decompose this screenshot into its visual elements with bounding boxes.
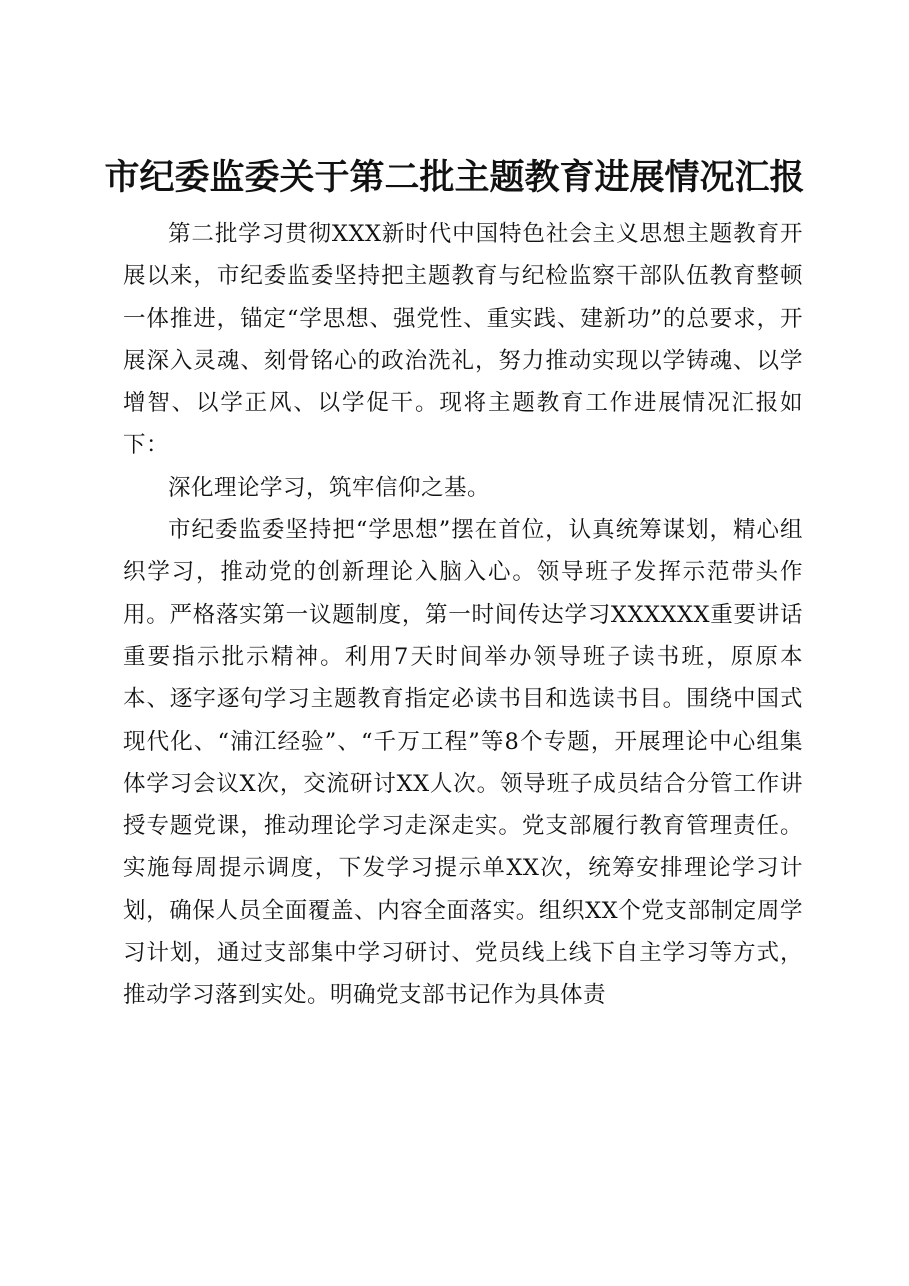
intro-paragraph: 第二批学习贯彻XXX新时代中国特色社会主义思想主题教育开展以来，市纪委监委坚持把主题教育与纪检监察干部队伍教育整顿一体推进，锚定“学思想、强党性、重实践、建新功”的总要求，开展深入灵魂、刻骨铭心的政治洗礼，努力推动实现以学铸魂、以学增智、以学正风、以学促干。现将主题教育工作进展情况汇报如下： — [123, 221, 803, 459]
document-body — [123, 213, 803, 1017]
section-paragraph: 市纪委监委坚持把“学思想”摆在首位，认真统筹谋划，精心组织学习，推动党的创新理论入脑入心。领导班子发挥示范带头作用。严格落实第一议题制度，第一时间传达学习XXXXXX重要讲话重要指示批示精神。利用7天时间举办领导班子读书班，原原本本、逐字逐句学习主题教育指定必读书目和选读书目。围绕中国式现代化、“浦江经验”、“千万工程”等8个专题，开展理论中心组集体学习会议X次，交流研讨XX人次。领导班子成员结合分管工作讲授专题党课，推动理论学习走深走实。党支部履行教育管理责任。实施每周提示调度，下发学习提示单XX次，统筹安排理论学习计划，确保人员全面覆盖、内容全面落实。组织XX个党支部制定周学习计划，通过支部集中学习研讨、党员线上线下自主学习等方式，推动学习落到实处。明确党支部书记作为具体责 — [123, 517, 803, 1009]
section-heading: 深化理论学习，筑牢信仰之基。 — [168, 474, 491, 501]
document-title: 市纪委监委关于第二批主题教育进展情况汇报 — [104, 157, 805, 198]
